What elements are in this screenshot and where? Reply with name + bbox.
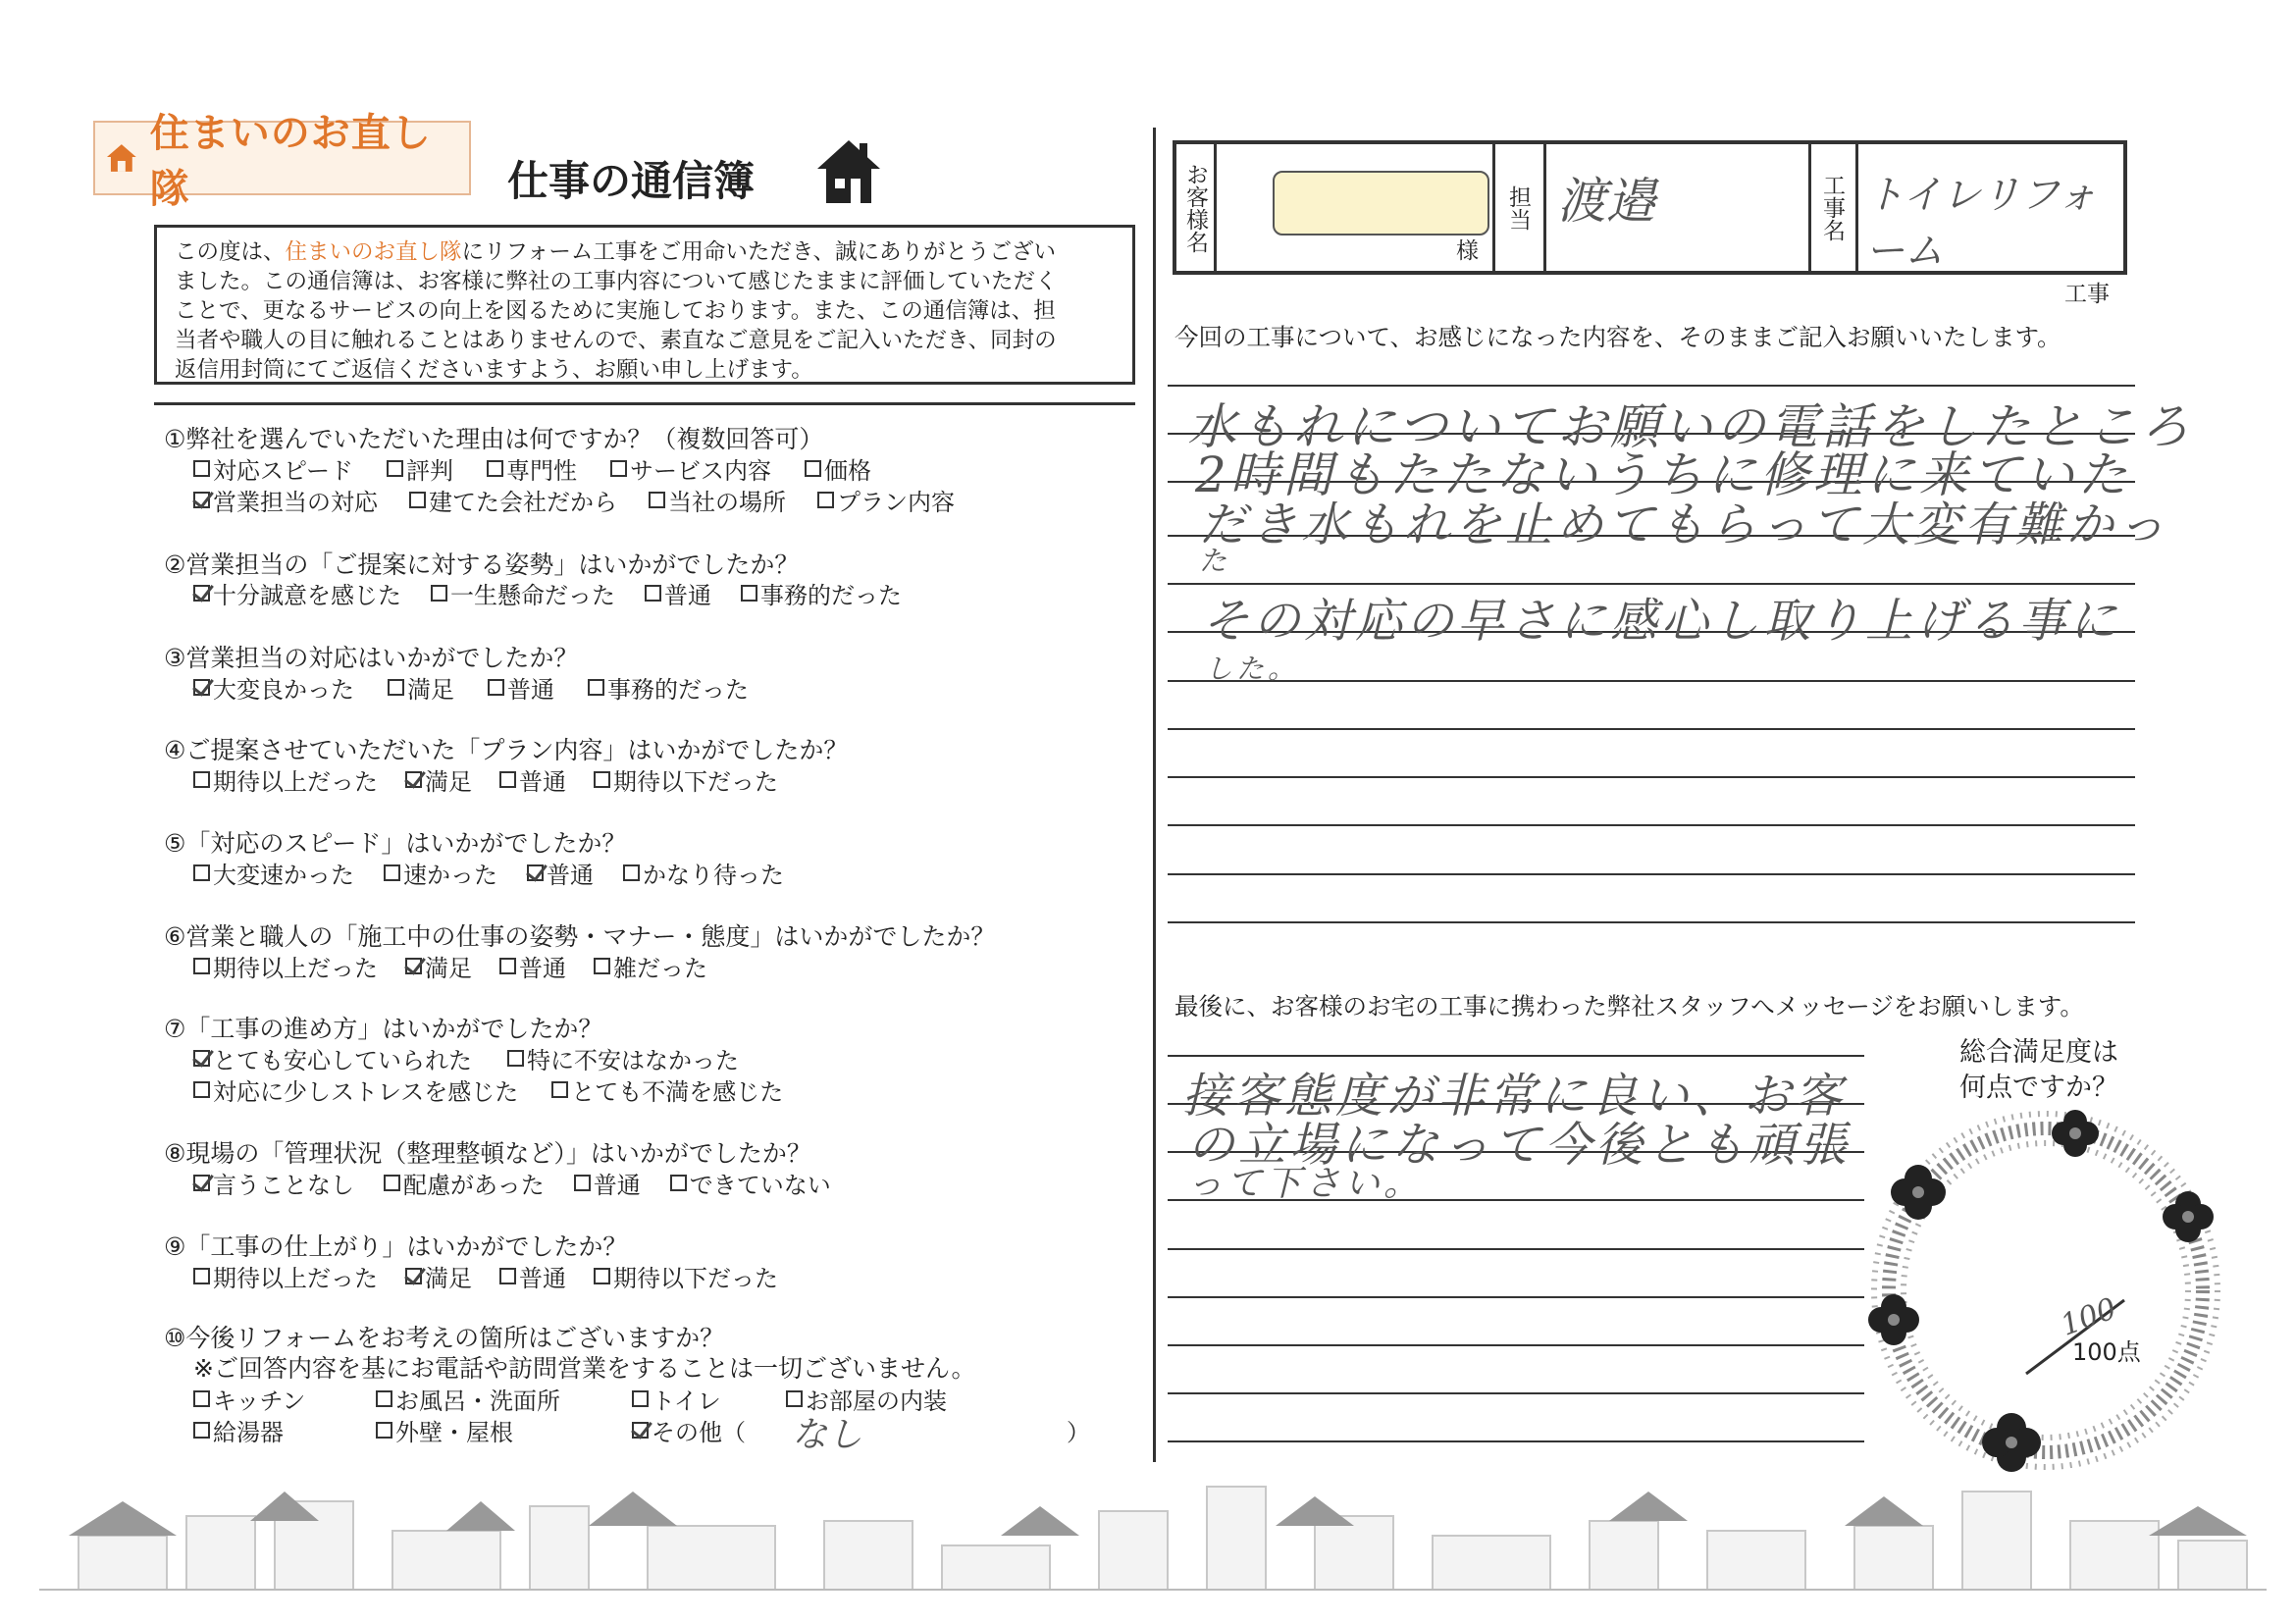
- checkbox-checked[interactable]: [193, 1050, 210, 1067]
- intro-text: ました。この通信簿は、お客様に弊社の工事内容について感じたままに評価していただく: [175, 269, 1058, 294]
- handwritten-comment-line[interactable]: した。: [1205, 653, 1300, 685]
- option-label: 一生懸命だった: [450, 582, 615, 609]
- option-checkbox[interactable]: [376, 1413, 513, 1447]
- checkbox[interactable]: [574, 1175, 591, 1191]
- checkbox[interactable]: [384, 864, 400, 881]
- option-label: 大変速かった: [213, 862, 354, 889]
- option-checkbox[interactable]: [405, 949, 472, 983]
- question-10: ⑩今後リフォームをお考えの箇所はございますか？: [164, 1324, 725, 1352]
- ruled-line: [1168, 385, 2135, 387]
- option-checkbox[interactable]: [551, 1073, 783, 1107]
- customer-label-cell: [1176, 144, 1217, 271]
- option-label: 専門性: [506, 457, 578, 485]
- option-checkbox[interactable]: [623, 856, 784, 890]
- checkbox[interactable]: [645, 585, 661, 602]
- work-label-cell: [1808, 144, 1858, 271]
- townscape-illustration: [39, 1477, 2267, 1595]
- work-label: 工事名: [1819, 174, 1845, 241]
- checkbox[interactable]: [387, 460, 403, 477]
- option-checkbox[interactable]: [805, 451, 871, 486]
- option-checkbox[interactable]: [409, 483, 617, 517]
- option-label: 事務的だった: [760, 582, 902, 609]
- checkbox[interactable]: [588, 679, 604, 696]
- checkbox[interactable]: [594, 771, 610, 788]
- option-label: 対応に少しストレスを感じた: [213, 1078, 519, 1106]
- ruled-line: [1168, 680, 2135, 682]
- option-label: キッチン: [213, 1387, 306, 1415]
- checkbox[interactable]: [594, 958, 610, 974]
- option-checkbox[interactable]: [193, 1041, 472, 1075]
- option-label: 普通: [593, 1172, 641, 1199]
- option-label: 期待以上だった: [213, 768, 378, 796]
- option-checkbox[interactable]: [193, 1259, 378, 1293]
- option-checkbox[interactable]: [488, 670, 554, 705]
- checkbox[interactable]: [741, 585, 757, 602]
- handwritten-comment-line[interactable]: 2時間もたたないうちに修理に来ていた: [1195, 446, 2131, 503]
- checkbox[interactable]: [649, 492, 665, 508]
- checkbox[interactable]: [551, 1081, 568, 1098]
- staff-name-cell: [1543, 144, 1811, 271]
- option-checkbox[interactable]: [588, 670, 749, 705]
- divider: [154, 402, 1135, 405]
- option-label: 満足: [425, 768, 472, 796]
- option-checkbox[interactable]: [193, 451, 353, 486]
- option-label: 普通: [519, 1265, 566, 1292]
- q4-options: [193, 762, 804, 797]
- staff-name[interactable]: 渡邉: [1557, 173, 1655, 230]
- checkbox-checked[interactable]: [193, 679, 210, 696]
- option-checkbox[interactable]: [405, 762, 472, 797]
- option-checkbox[interactable]: [384, 856, 497, 890]
- option-label: 当社の場所: [668, 489, 786, 516]
- option-label: 普通: [664, 582, 711, 609]
- option-checkbox[interactable]: [193, 856, 354, 890]
- option-label: とても不満を感じた: [571, 1078, 784, 1106]
- intro-text: ことで、更なるサービスの向上を図るために実施しております。また、この通信簿は、担: [175, 298, 1056, 324]
- page-title: 仕事の通信簿: [507, 157, 756, 205]
- option-checkbox[interactable]: [594, 949, 707, 983]
- checkbox[interactable]: [817, 492, 834, 508]
- checkbox[interactable]: [193, 460, 210, 477]
- option-label: 普通: [519, 955, 566, 982]
- question-9: ⑨「工事の仕上がり」はいかがでしたか？: [164, 1232, 628, 1261]
- ruled-line: [1168, 1392, 1864, 1394]
- option-checkbox[interactable]: [431, 576, 615, 610]
- column-divider: [1153, 128, 1156, 1462]
- option-label: 満足: [425, 1265, 472, 1292]
- question-8: ⑧現場の「管理状況（整理整頓など）」はいかがでしたか？: [164, 1139, 811, 1168]
- option-checkbox[interactable]: [376, 1382, 560, 1416]
- ruled-line: [1168, 1344, 1864, 1346]
- option-label: 普通: [547, 862, 594, 889]
- option-checkbox[interactable]: [193, 949, 378, 983]
- option-label: 速かった: [403, 862, 497, 889]
- option-label: できていない: [689, 1172, 831, 1199]
- option-label: 評判: [406, 457, 454, 485]
- comment-prompt: 今回の工事について、お感じになった内容を、そのままご記入お願いいたします。: [1174, 323, 2061, 351]
- checkbox[interactable]: [384, 1175, 400, 1191]
- option-label: 普通: [507, 676, 554, 704]
- option-checkbox[interactable]: [193, 1413, 284, 1447]
- option-label: 期待以上だった: [213, 955, 378, 982]
- work-name-cell: [1855, 144, 2123, 307]
- question-10-note: ※ご回答内容を基にお電話や訪問営業をすることは一切ございません。: [193, 1354, 976, 1383]
- checkbox[interactable]: [786, 1390, 803, 1407]
- q6-options: [193, 949, 733, 983]
- score-question: [1931, 1035, 2147, 1106]
- checkbox[interactable]: [193, 1268, 210, 1284]
- checkbox[interactable]: [670, 1175, 687, 1191]
- ruled-line: [1168, 824, 2135, 826]
- option-label: とても安心していられた: [213, 1047, 472, 1074]
- handwritten-comment-line[interactable]: その対応の早さに感心し取り上げる事に: [1202, 594, 2121, 649]
- option-checkbox[interactable]: [499, 949, 566, 983]
- option-label: 十分誠意を感じた: [213, 582, 401, 609]
- intro-text: 当者や職人の目に触れることはありませんので、素直なご意見をご記入いただき、同封の: [175, 328, 1057, 353]
- checkbox[interactable]: [431, 585, 447, 602]
- option-label: お部屋の内装: [806, 1387, 947, 1415]
- checkbox[interactable]: [409, 492, 426, 508]
- house-icon: [105, 142, 138, 174]
- option-checkbox[interactable]: [388, 670, 454, 705]
- checkbox[interactable]: [376, 1422, 392, 1439]
- checkbox-checked[interactable]: [527, 864, 544, 881]
- question-7: ⑦「工事の進め方」はいかがでしたか？: [164, 1015, 603, 1043]
- handwritten-comment-line[interactable]: た: [1199, 545, 1231, 577]
- handwritten-comment-line[interactable]: だき水もれを止めてもらって大変有難かっ: [1199, 497, 2169, 552]
- option-label: 給湯器: [213, 1419, 284, 1446]
- option-label: 満足: [425, 955, 472, 982]
- checkbox[interactable]: [193, 1390, 210, 1407]
- intro-box: [154, 225, 1135, 385]
- option-checkbox[interactable]: [193, 1382, 305, 1416]
- checkbox[interactable]: [632, 1390, 649, 1407]
- option-checkbox[interactable]: [670, 1166, 831, 1200]
- checkbox[interactable]: [193, 1422, 210, 1439]
- option-label: 特に不安はなかった: [527, 1047, 739, 1074]
- ruled-line: [1168, 1296, 1864, 1298]
- option-label: 言うことなし: [213, 1172, 354, 1199]
- q7-options-row2: [193, 1073, 809, 1107]
- customer-suffix: 様: [1456, 238, 1479, 264]
- checkbox[interactable]: [610, 460, 627, 477]
- question-4: ④ご提案させていただいた「プラン内容」はいかがでしたか？: [164, 736, 849, 764]
- option-label: その他（: [652, 1419, 746, 1446]
- checkbox-checked[interactable]: [632, 1422, 649, 1439]
- question-5: ⑤「対応のスピード」はいかがでしたか？: [164, 829, 627, 858]
- checkbox[interactable]: [487, 460, 503, 477]
- q1-options-row2: [193, 483, 980, 517]
- ruled-line: [1168, 728, 2135, 730]
- option-label: プラン内容: [837, 489, 955, 516]
- option-checkbox[interactable]: [384, 1166, 545, 1200]
- info-table: [1173, 140, 2127, 307]
- checkbox[interactable]: [488, 679, 504, 696]
- question-6: ⑥営業と職人の「施工中の仕事の姿勢・マナー・態度」はいかがでしたか？: [164, 922, 996, 951]
- checkbox[interactable]: [193, 958, 210, 974]
- option-checkbox[interactable]: [594, 762, 778, 797]
- option-checkbox[interactable]: [574, 1166, 641, 1200]
- option-label: 配慮があった: [403, 1172, 545, 1199]
- option-checkbox[interactable]: [193, 576, 401, 610]
- option-checkbox[interactable]: [741, 576, 902, 610]
- score-question-line: 何点ですか？: [1959, 1073, 2118, 1103]
- work-name[interactable]: トイレリフォーム: [1865, 173, 2097, 274]
- ruled-line: [1168, 1055, 1864, 1057]
- option-checkbox[interactable]: [610, 451, 771, 486]
- option-checkbox[interactable]: [632, 1413, 746, 1447]
- option-label: 満足: [407, 676, 454, 704]
- handwritten-message-line[interactable]: の立場になって今後とも頑張: [1187, 1118, 1852, 1173]
- message-prompt: 最後に、お客様のお宅の工事に携わった弊社スタッフへメッセージをお願いします。: [1174, 992, 2084, 1021]
- wreath-icon: [1840, 1104, 2252, 1477]
- option-label: 建てた会社だから: [429, 489, 617, 516]
- customer-name-cell: [1214, 144, 1495, 271]
- checkbox[interactable]: [388, 679, 404, 696]
- option-checkbox[interactable]: [193, 1073, 518, 1107]
- question-1: ①弊社を選んでいただいた理由は何ですか？（複数回答可）: [164, 425, 824, 453]
- handwritten-message-line[interactable]: って下さい。: [1187, 1164, 1424, 1204]
- checkbox-checked[interactable]: [405, 1268, 422, 1284]
- q7-options-row1: [193, 1041, 764, 1075]
- ruled-line: [1168, 1248, 1864, 1250]
- ruled-line: [1168, 921, 2135, 923]
- ruled-line: [1168, 873, 2135, 875]
- option-checkbox[interactable]: [193, 670, 354, 705]
- customer-label: お客様名: [1182, 162, 1208, 253]
- ruled-line: [1168, 1440, 1864, 1442]
- q8-options: [193, 1166, 857, 1200]
- staff-label: 担当: [1505, 184, 1531, 231]
- question-3: ③営業担当の対応はいかがでしたか？: [164, 644, 579, 672]
- checkbox-checked[interactable]: [405, 771, 422, 788]
- checkbox[interactable]: [594, 1268, 610, 1284]
- option-label: 価格: [824, 457, 872, 485]
- close-paren: ）: [1067, 1419, 1090, 1446]
- q3-options: [193, 670, 774, 705]
- option-label: 大変良かった: [213, 676, 354, 704]
- brand-logo: [93, 111, 471, 212]
- option-label: 雑だった: [613, 955, 707, 982]
- score-handwritten[interactable]: 100: [2056, 1291, 2121, 1343]
- ruled-line: [1168, 776, 2135, 778]
- option-checkbox[interactable]: [405, 1259, 472, 1293]
- work-suffix: 工事: [2064, 282, 2110, 307]
- checkbox-checked[interactable]: [193, 585, 210, 602]
- option-label: 外壁・屋根: [395, 1419, 513, 1446]
- option-checkbox[interactable]: [193, 483, 378, 517]
- option-checkbox[interactable]: [387, 451, 453, 486]
- staff-label-cell: [1492, 144, 1546, 271]
- customer-name-input[interactable]: [1273, 171, 1489, 236]
- q9-options: [193, 1259, 804, 1293]
- option-checkbox[interactable]: [499, 1259, 566, 1293]
- option-label: 期待以下だった: [613, 1265, 778, 1292]
- q2-options: [193, 576, 927, 610]
- other-value[interactable]: なし: [792, 1415, 863, 1455]
- checkbox[interactable]: [805, 460, 821, 477]
- checkbox[interactable]: [507, 1050, 524, 1067]
- handwritten-comment-line[interactable]: 水もれについてお願いの電話をしたところ: [1187, 398, 2193, 455]
- brand-name: 住まいのお直し隊: [149, 111, 432, 212]
- checkbox[interactable]: [376, 1390, 392, 1407]
- score-question-line: 総合満足度は: [1959, 1037, 2118, 1068]
- option-checkbox[interactable]: [507, 1041, 739, 1075]
- house-icon: [814, 137, 883, 206]
- option-checkbox[interactable]: [594, 1259, 778, 1293]
- intro-text: にリフォーム工事をご用命いただき、誠にありがとうござい: [461, 239, 1057, 265]
- checkbox[interactable]: [623, 864, 640, 881]
- option-label: トイレ: [652, 1387, 721, 1415]
- option-label: 対応スピード: [213, 457, 354, 485]
- option-label: かなり待った: [643, 862, 784, 889]
- option-label: 期待以下だった: [613, 768, 778, 796]
- q1-options-row1: [193, 451, 897, 486]
- checkbox[interactable]: [499, 1268, 516, 1284]
- option-checkbox[interactable]: [499, 762, 566, 797]
- option-label: 事務的だった: [607, 676, 749, 704]
- option-checkbox[interactable]: [649, 483, 786, 517]
- checkbox-checked[interactable]: [193, 1175, 210, 1191]
- intro-text: この度は、: [175, 239, 286, 265]
- option-label: サービス内容: [630, 457, 772, 485]
- question-2: ②営業担当の「ご提案に対する姿勢」はいかがでしたか？: [164, 550, 800, 579]
- checkbox[interactable]: [499, 771, 516, 788]
- option-checkbox[interactable]: [193, 762, 378, 797]
- checkbox-checked[interactable]: [193, 492, 210, 508]
- checkbox-checked[interactable]: [405, 958, 422, 974]
- intro-text: 返信用封筒にてご返信くださいますよう、お願い申し上げます。: [175, 357, 813, 383]
- option-checkbox[interactable]: [487, 451, 577, 486]
- q5-options: [193, 856, 809, 890]
- option-checkbox[interactable]: [527, 856, 594, 890]
- option-checkbox[interactable]: [645, 576, 711, 610]
- option-checkbox[interactable]: [817, 483, 955, 517]
- option-checkbox[interactable]: [632, 1382, 721, 1416]
- option-checkbox[interactable]: [193, 1166, 354, 1200]
- checkbox[interactable]: [193, 771, 210, 788]
- option-label: 期待以上だった: [213, 1265, 378, 1292]
- score-max-label: 100点: [2072, 1338, 2141, 1366]
- option-label: お風呂・洗面所: [395, 1387, 560, 1415]
- checkbox[interactable]: [193, 1081, 210, 1098]
- option-label: 普通: [519, 768, 566, 796]
- intro-brand: 住まいのお直し隊: [285, 239, 462, 265]
- option-label: 営業担当の対応: [213, 489, 378, 516]
- checkbox[interactable]: [499, 958, 516, 974]
- checkbox[interactable]: [193, 864, 210, 881]
- handwritten-message-line[interactable]: 接客態度が非常に良い、お客: [1182, 1069, 1847, 1124]
